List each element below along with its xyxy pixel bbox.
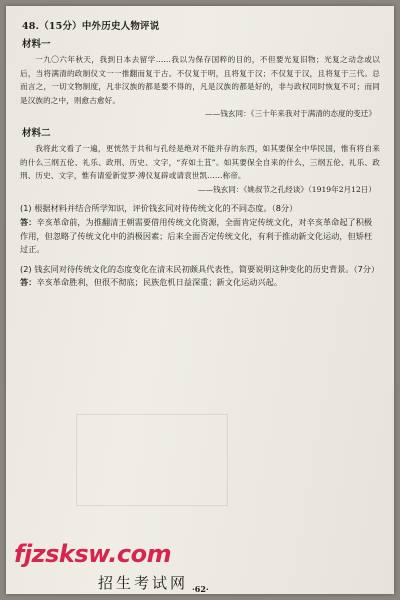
material-1-title: 材料一 — [22, 39, 51, 50]
answer-1-text: 辛亥革命前，为推翻清王朝需要借用传统文化资源，全面肯定传统文化，对辛亥革命起了积极作用，但忽略了传统文化中的消极因素；后来全面否定传统文化，有利于推动新文化运动，但矫枉过正。 — [20, 216, 373, 255]
answer-1-label: 答： — [20, 216, 37, 227]
material-1-citation: ——钱玄同：《三十年来我对于满清的态度的变迁》 — [205, 109, 376, 119]
material-2-text: 我将此文看了一遍，更恍然于共和与孔经是绝对不能并存的东西，如其要保全中华民国，惟有将自来的什么三纲五伦、礼乐、政刑、历史、文字，“弃如土苴”。如其要保全自来的什么，三纲五伦、礼乐、政刑、历史、文字，惟有请爱新觉罗·溥仪复辟或请袁世凯……称帝。 — [20, 143, 380, 181]
material-2-title: 材料二 — [22, 127, 51, 139]
material-2-citation: ——钱玄同：《姚叔节之孔经谈》（1919年2月12日） — [197, 184, 376, 194]
bleed-through-map — [76, 414, 228, 506]
exam-page — [6, 6, 394, 594]
sub-question-2: (2) 钱玄同对待传统文化的态度变化在清末民初颇具代表性，简要说明这种变化的历史背景。（7分） — [20, 263, 380, 274]
question-header: 48.（15分）中外历史人物评说 — [22, 21, 160, 32]
page-number: ·62· — [192, 584, 209, 594]
answer-2-text: 辛亥革命胜利，但很不彻底；民族危机日益深重；新文化运动兴起。 — [36, 277, 283, 288]
answer-2-label: 答： — [20, 277, 37, 288]
sub-question-1: (1) 根据材料并结合所学知识，评价钱玄同对待传统文化的不同态度。（8分） — [20, 203, 298, 214]
site-logo: fjzsksw.com — [14, 540, 172, 568]
site-subtitle: 招生考试网 — [98, 574, 189, 592]
question-block — [20, 18, 380, 290]
answer-2 — [20, 276, 380, 290]
answer-1 — [20, 216, 380, 257]
material-1-text: 一九〇六年秋天，我到日本去留学……我以为保存国粹的目的，不但要光复旧物；光复之动念或以后，当将满清的政制仪文一一推翻而复于古。不仅复于明，且将复于汉；不仅复于汉，且将复于三代。总而言之，一切文物制度，凡非汉族的都是要不得的，凡是汉族的都是好的，非与政权同时恢复不可；而同是汉族的之中，则愈古愈好。 — [20, 55, 380, 105]
